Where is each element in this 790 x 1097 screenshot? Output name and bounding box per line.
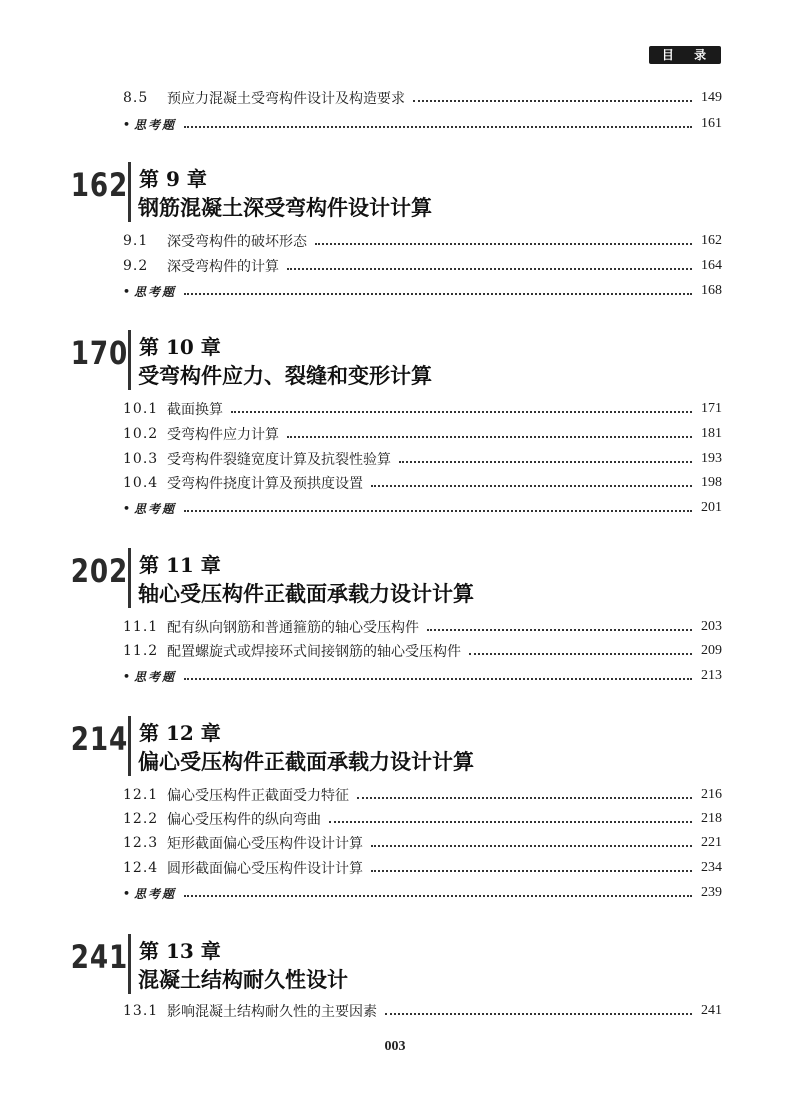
toc-entry-number: 10.2 bbox=[123, 426, 159, 442]
toc-entry-number: 11.2 bbox=[123, 643, 159, 659]
toc-entry-page: 218 bbox=[701, 811, 722, 826]
bullet-icon: • bbox=[123, 669, 131, 683]
dot-leader bbox=[329, 819, 692, 823]
toc-entry-title: 影响混凝土结构耐久性的主要因素 bbox=[167, 1004, 377, 1020]
chapter-title[interactable]: 受弯构件应力、裂缝和变形计算 bbox=[138, 363, 432, 388]
toc-entry-title: 思考题 bbox=[134, 669, 177, 684]
dot-leader bbox=[184, 676, 692, 680]
chapter-start-page: 241 bbox=[70, 938, 129, 976]
toc-entry-title: 圆形截面偏心受压构件设计计算 bbox=[167, 861, 363, 877]
toc-entry-review-questions[interactable] bbox=[123, 113, 722, 135]
dot-leader bbox=[399, 459, 692, 463]
chapter-start-page: 162 bbox=[70, 166, 129, 204]
toc-entry-number: 12.3 bbox=[123, 835, 159, 851]
dot-leader bbox=[287, 434, 692, 438]
toc-entry-page: 221 bbox=[701, 835, 722, 850]
dot-leader bbox=[357, 795, 692, 799]
toc-entry-title: 受弯构件挠度计算及预拱度设置 bbox=[167, 476, 363, 492]
chapter-start-page: 214 bbox=[70, 720, 129, 758]
toc-entry-number: 12.2 bbox=[123, 811, 159, 827]
chapter-start-page: 202 bbox=[70, 552, 129, 590]
chapter-start-page: 170 bbox=[70, 334, 129, 372]
toc-entry-11-2[interactable] bbox=[123, 640, 722, 662]
bullet-icon: • bbox=[123, 886, 131, 900]
toc-entry-title: 受弯构件应力计算 bbox=[167, 427, 279, 443]
chapter-title[interactable]: 混凝土结构耐久性设计 bbox=[138, 967, 348, 992]
chapter-divider bbox=[128, 934, 131, 994]
dot-leader bbox=[371, 868, 692, 872]
toc-entry-title: 思考题 bbox=[134, 284, 177, 299]
toc-entry-title: 配置螺旋式或焊接环式间接钢筋的轴心受压构件 bbox=[167, 644, 461, 660]
toc-entry-title: 偏心受压构件正截面受力特征 bbox=[167, 788, 349, 804]
chapter-label: 第 12 章 bbox=[139, 721, 221, 745]
bullet-icon: • bbox=[123, 284, 131, 298]
toc-entry-number: 12.4 bbox=[123, 860, 159, 876]
chapter-divider bbox=[128, 330, 131, 390]
toc-entry-page: 162 bbox=[701, 233, 722, 248]
toc-entry-title: 思考题 bbox=[134, 117, 177, 132]
toc-entry-10-1[interactable] bbox=[123, 398, 722, 420]
dot-leader bbox=[371, 483, 692, 487]
toc-entry-number: 9.2 bbox=[123, 258, 149, 274]
toc-entry-13-1[interactable] bbox=[123, 1000, 722, 1022]
toc-entry-10-3[interactable] bbox=[123, 448, 722, 470]
toc-entry-9-1[interactable] bbox=[123, 230, 722, 252]
toc-entry-10-4[interactable] bbox=[123, 472, 722, 494]
toc-entry-title: 受弯构件裂缝宽度计算及抗裂性验算 bbox=[167, 452, 391, 468]
toc-entry-page: 201 bbox=[701, 500, 722, 515]
chapter-label: 第 11 章 bbox=[139, 553, 221, 577]
toc-entry-12-4[interactable] bbox=[123, 857, 722, 879]
chapter-label: 第 10 章 bbox=[139, 335, 221, 359]
toc-entry-number: 10.4 bbox=[123, 475, 159, 491]
toc-entry-page: 168 bbox=[701, 283, 722, 298]
toc-entry-page: 209 bbox=[701, 643, 722, 658]
toc-entry-page: 171 bbox=[701, 401, 722, 416]
dot-leader bbox=[413, 98, 692, 102]
toc-entry-title: 思考题 bbox=[134, 501, 177, 516]
chapter-label: 第 13 章 bbox=[139, 939, 221, 963]
bullet-icon: • bbox=[123, 117, 131, 131]
toc-entry-page: 161 bbox=[701, 116, 722, 131]
toc-entry-page: 149 bbox=[701, 90, 722, 105]
toc-entry-page: 164 bbox=[701, 258, 722, 273]
toc-entry-title: 矩形截面偏心受压构件设计计算 bbox=[167, 836, 363, 852]
toc-entry-12-3[interactable] bbox=[123, 832, 722, 854]
toc-entry-page: 181 bbox=[701, 426, 722, 441]
page-number: 003 bbox=[384, 1039, 406, 1054]
toc-entry-number: 12.1 bbox=[123, 787, 159, 803]
toc-entry-number: 10.1 bbox=[123, 401, 159, 417]
dot-leader bbox=[231, 409, 692, 413]
toc-entry-number: 9.1 bbox=[123, 233, 149, 249]
dot-leader bbox=[184, 124, 692, 128]
chapter-divider bbox=[128, 716, 131, 776]
dot-leader bbox=[184, 893, 692, 897]
toc-entry-number: 10.3 bbox=[123, 451, 159, 467]
toc-entry-11-1[interactable] bbox=[123, 616, 722, 638]
toc-entry-title: 思考题 bbox=[134, 886, 177, 901]
toc-entry-page: 213 bbox=[701, 668, 722, 683]
chapter-title[interactable]: 钢筋混凝土深受弯构件设计计算 bbox=[138, 195, 432, 220]
toc-entry-review-questions[interactable] bbox=[123, 665, 722, 687]
toc-entry-10-2[interactable] bbox=[123, 423, 722, 445]
toc-entry-title: 预应力混凝土受弯构件设计及构造要求 bbox=[167, 91, 405, 107]
toc-entry-12-2[interactable] bbox=[123, 808, 722, 830]
dot-leader bbox=[427, 627, 692, 631]
dot-leader bbox=[315, 241, 692, 245]
chapter-divider bbox=[128, 548, 131, 608]
chapter-title[interactable]: 偏心受压构件正截面承载力设计计算 bbox=[138, 749, 474, 774]
toc-entry-page: 216 bbox=[701, 787, 722, 802]
toc-entry-title: 深受弯构件的计算 bbox=[167, 259, 279, 275]
toc-entry-number: 13.1 bbox=[123, 1003, 159, 1019]
toc-entry-title: 偏心受压构件的纵向弯曲 bbox=[167, 812, 321, 828]
section-tag-contents: 目 录 bbox=[649, 46, 721, 64]
toc-entry-number: 8.5 bbox=[123, 90, 149, 106]
toc-entry-9-2[interactable] bbox=[123, 255, 722, 277]
dot-leader bbox=[287, 266, 692, 270]
dot-leader bbox=[184, 508, 692, 512]
toc-entry-review-questions[interactable] bbox=[123, 280, 722, 302]
toc-entry-number: 11.1 bbox=[123, 619, 159, 635]
dot-leader bbox=[371, 843, 692, 847]
toc-entry-page: 234 bbox=[701, 860, 722, 875]
toc-entry-page: 239 bbox=[701, 885, 722, 900]
toc-entry-title: 配有纵向钢筋和普通箍筋的轴心受压构件 bbox=[167, 620, 419, 636]
dot-leader bbox=[385, 1011, 692, 1015]
toc-entry-page: 193 bbox=[701, 451, 722, 466]
chapter-divider bbox=[128, 162, 131, 222]
chapter-title[interactable]: 轴心受压构件正截面承载力设计计算 bbox=[138, 581, 474, 606]
toc-entry-page: 203 bbox=[701, 619, 722, 634]
toc-entry-8-5[interactable] bbox=[123, 87, 722, 109]
dot-leader bbox=[469, 651, 692, 655]
toc-entry-page: 241 bbox=[701, 1003, 722, 1018]
toc-entry-review-questions[interactable] bbox=[123, 497, 722, 519]
toc-entry-12-1[interactable] bbox=[123, 784, 722, 806]
toc-entry-title: 深受弯构件的破坏形态 bbox=[167, 234, 307, 250]
bullet-icon: • bbox=[123, 501, 131, 515]
toc-entry-review-questions[interactable] bbox=[123, 882, 722, 904]
chapter-label: 第 9 章 bbox=[139, 167, 207, 191]
toc-entry-title: 截面换算 bbox=[167, 402, 223, 418]
toc-entry-page: 198 bbox=[701, 475, 722, 490]
dot-leader bbox=[184, 291, 692, 295]
